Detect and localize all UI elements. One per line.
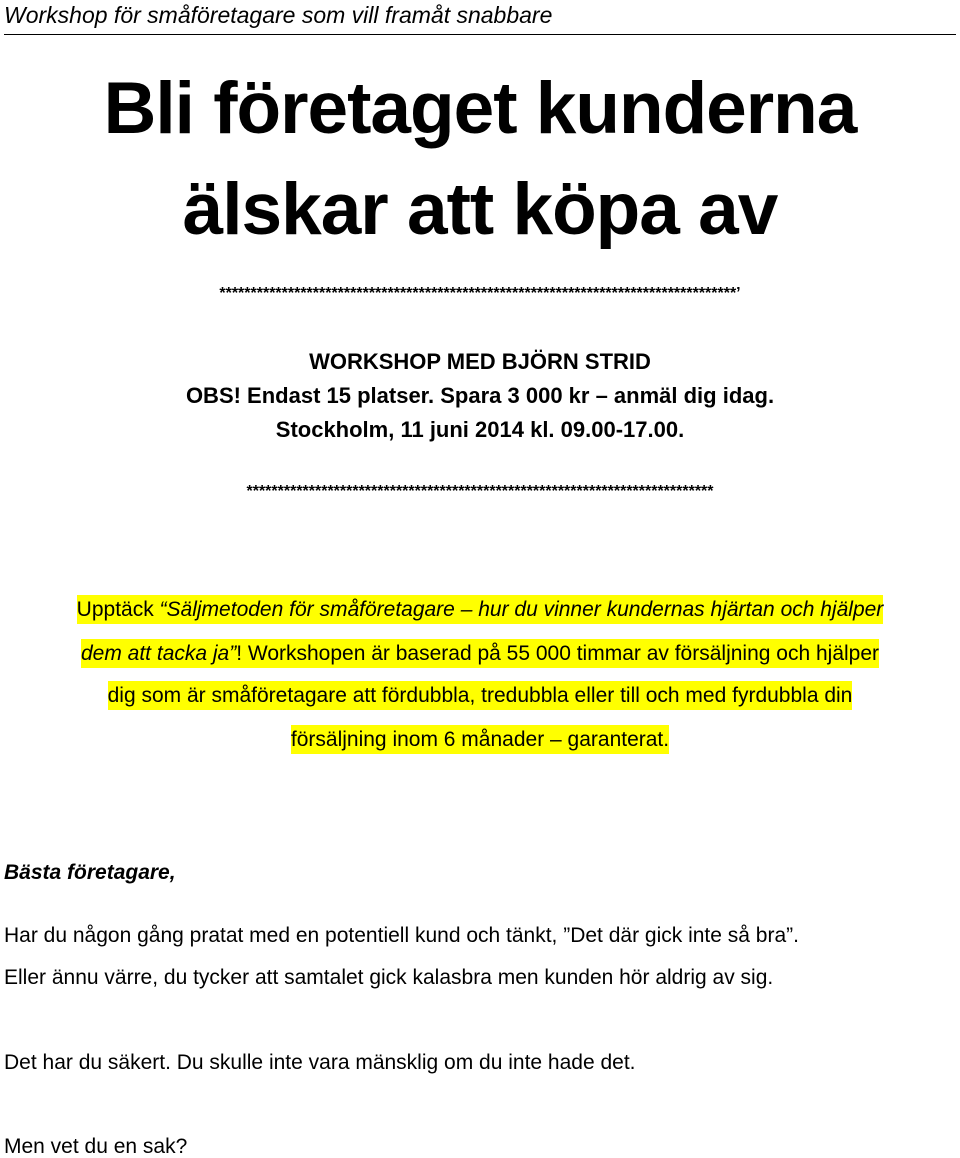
workshop-name: WORKSHOP MED BJÖRN STRID — [309, 349, 651, 374]
event-date-location: Stockholm, 11 juni 2014 kl. 09.00-17.00. — [275, 417, 685, 442]
method-title-end: dem att tacka ja” — [80, 642, 237, 665]
paragraph-3: Men vet du en sak? — [4, 1135, 188, 1158]
star-separator-bottom: *************************************************************************** — [246, 483, 714, 500]
method-title: “Säljmetoden för småföretagare – hur du vinner kundernas hjärtan och hjälper — [159, 598, 884, 621]
highlight-marker — [81, 639, 879, 668]
header-divider — [4, 34, 956, 35]
highlight-marker — [77, 595, 884, 624]
highlight-marker: försäljning inom 6 månader – garanterat. — [291, 725, 669, 754]
star-separator-top: ***********************************************************************************’ — [219, 285, 741, 302]
paragraph-1-line-2: Eller ännu värre, du tycker att samtalet gick kalasbra men kunden hör aldrig av sig. — [4, 966, 774, 989]
highlight-line-1 — [0, 599, 960, 620]
highlight-prefix: Upptäck — [76, 598, 160, 621]
main-title-line-1: Bli företaget kunderna — [103, 68, 857, 149]
offer-notice: OBS! Endast 15 platser. Spara 3 000 kr – anmäl dig idag. — [185, 383, 775, 408]
main-title-line-2: älskar att köpa av — [182, 169, 778, 250]
paragraph-2: Det har du säkert. Du skulle inte vara mänsklig om du inte hade det. — [4, 1051, 636, 1074]
highlight-line-3 — [0, 685, 960, 706]
document-header: Workshop för småföretagare som vill framåt snabbare — [4, 2, 553, 28]
letter-greeting: Bästa företagare, — [4, 861, 176, 884]
highlight-line-2 — [0, 643, 960, 664]
paragraph-1-line-1: Har du någon gång pratat med en potentiell kund och tänkt, ”Det där gick inte så bra”. — [4, 924, 799, 947]
highlight-text: ! Workshopen är baserad på 55 000 timmar av försäljning och hjälper — [236, 642, 880, 665]
highlight-marker: dig som är småföretagare att fördubbla, tredubbla eller till och med fyrdubbla din — [108, 681, 853, 710]
highlight-line-4 — [0, 729, 960, 750]
